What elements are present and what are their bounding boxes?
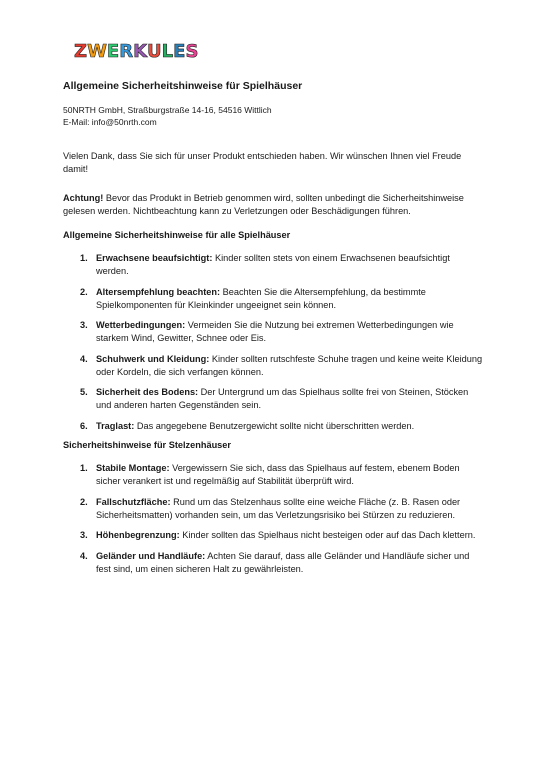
item-term: Höhenbegrenzung:	[96, 530, 180, 540]
item-text: Das angegebene Benutzergewicht sollte nicht überschritten werden.	[134, 420, 415, 431]
item-text: Vergewissern Sie sich, dass das Spielhaus auf festem, ebenem Boden sicher verankert ist und regelmäßig auf Stabilität überprüft wird.	[96, 463, 460, 486]
item-number: 1.	[80, 253, 88, 263]
item-text: Kinder sollten das Spielhaus nicht besteigen oder auf das Dach klettern.	[179, 530, 476, 540]
logo-letter: L	[161, 41, 174, 62]
list-item	[63, 462, 483, 488]
item-text: Der Untergrund um das Spielhaus sollte frei von Steinen, Stöcken und anderen harten Gegenständen sein.	[96, 387, 469, 410]
general-safety-list	[63, 252, 483, 433]
email-line: E-Mail: info@50nrth.com	[63, 117, 157, 127]
document-title: Allgemeine Sicherheitshinweise für Spielhäuser	[63, 80, 303, 92]
item-number: 2.	[80, 286, 88, 297]
list-item	[63, 496, 483, 522]
logo-letter: Z	[74, 41, 88, 62]
warning-text: Bevor das Produkt in Betrieb genommen wird, sollten unbedingt die Sicherheitshinweise gelesen werden. Nichtbeachtung kann zu Verletzungen oder Beschädigungen führen.	[63, 193, 464, 216]
logo-letter: S	[185, 41, 199, 62]
item-term: Schuhwerk und Kleidung:	[96, 353, 210, 364]
brand-logo	[74, 40, 198, 64]
section-heading-stilt: Sicherheitshinweise für Stelzenhäuser	[63, 440, 231, 450]
section-heading-general: Allgemeine Sicherheitshinweise für alle Spielhäuser	[63, 230, 291, 240]
document-page	[63, 80, 483, 583]
company-address	[63, 104, 483, 128]
item-term: Altersempfehlung beachten:	[96, 286, 221, 297]
item-number: 6.	[80, 420, 88, 431]
item-term: Fallschutzfläche:	[96, 496, 171, 507]
warning-paragraph	[63, 192, 483, 218]
item-number: 5.	[80, 387, 88, 397]
item-number: 3.	[80, 530, 88, 540]
item-term: Sicherheit des Bodens:	[96, 387, 199, 397]
warning-label: Achtung!	[63, 193, 104, 203]
logo-letter: R	[119, 41, 134, 62]
list-item	[63, 319, 483, 345]
item-term: Wetterbedingungen:	[96, 320, 186, 330]
item-text: Beachten Sie die Altersempfehlung, da bestimmte Spielkomponenten für Kleinkinder ungeeignet sein können.	[96, 286, 426, 310]
item-term: Stabile Montage:	[96, 463, 170, 473]
list-item	[63, 386, 483, 412]
intro-paragraph: Vielen Dank, dass Sie sich für unser Produkt entschieden haben. Wir wünschen Ihnen viel Freude damit!	[63, 151, 462, 174]
logo-letter: E	[106, 41, 120, 62]
item-text: Kinder sollten rutschfeste Schuhe tragen und keine weite Kleidung oder Kordeln, die sich verfangen können.	[96, 353, 483, 377]
stilt-safety-list	[63, 462, 483, 576]
list-item	[63, 550, 483, 576]
item-term: Traglast:	[96, 420, 135, 431]
logo-letter: U	[147, 41, 162, 62]
list-item	[63, 252, 483, 278]
item-term: Geländer und Handläufe:	[96, 550, 206, 561]
item-number: 3.	[80, 320, 88, 330]
item-number: 2.	[80, 496, 88, 507]
list-item	[63, 286, 483, 312]
logo-letter: K	[133, 41, 148, 62]
logo-letter: W	[87, 41, 107, 62]
item-number: 4.	[80, 353, 88, 364]
item-number: 4.	[80, 550, 88, 561]
address-line: 50NRTH GmbH, Straßburgstraße 14-16, 54516 Wittlich	[63, 105, 272, 115]
list-item	[63, 353, 483, 379]
logo-letter: E	[173, 41, 186, 62]
list-item	[63, 420, 483, 433]
item-text: Vermeiden Sie die Nutzung bei extremen Wetterbedingungen wie starkem Wind, Gewitter, Schnee oder Eis.	[96, 320, 454, 343]
item-number: 1.	[80, 463, 88, 473]
item-text: Kinder sollten stets von einem Erwachsenen beaufsichtigt werden.	[96, 253, 450, 276]
list-item	[63, 529, 483, 542]
item-term: Erwachsene beaufsichtigt:	[96, 253, 213, 263]
item-text: Rund um das Stelzenhaus sollte eine weiche Fläche (z. B. Rasen oder Sicherheitsmatten) vorhanden sein, um das Verletzungsrisiko bei Stürzen zu reduzieren.	[96, 496, 461, 520]
item-text: Achten Sie darauf, dass alle Geländer und Handläufe sicher und fest sind, um einen sicheren Halt zu gewährleisten.	[96, 550, 470, 574]
